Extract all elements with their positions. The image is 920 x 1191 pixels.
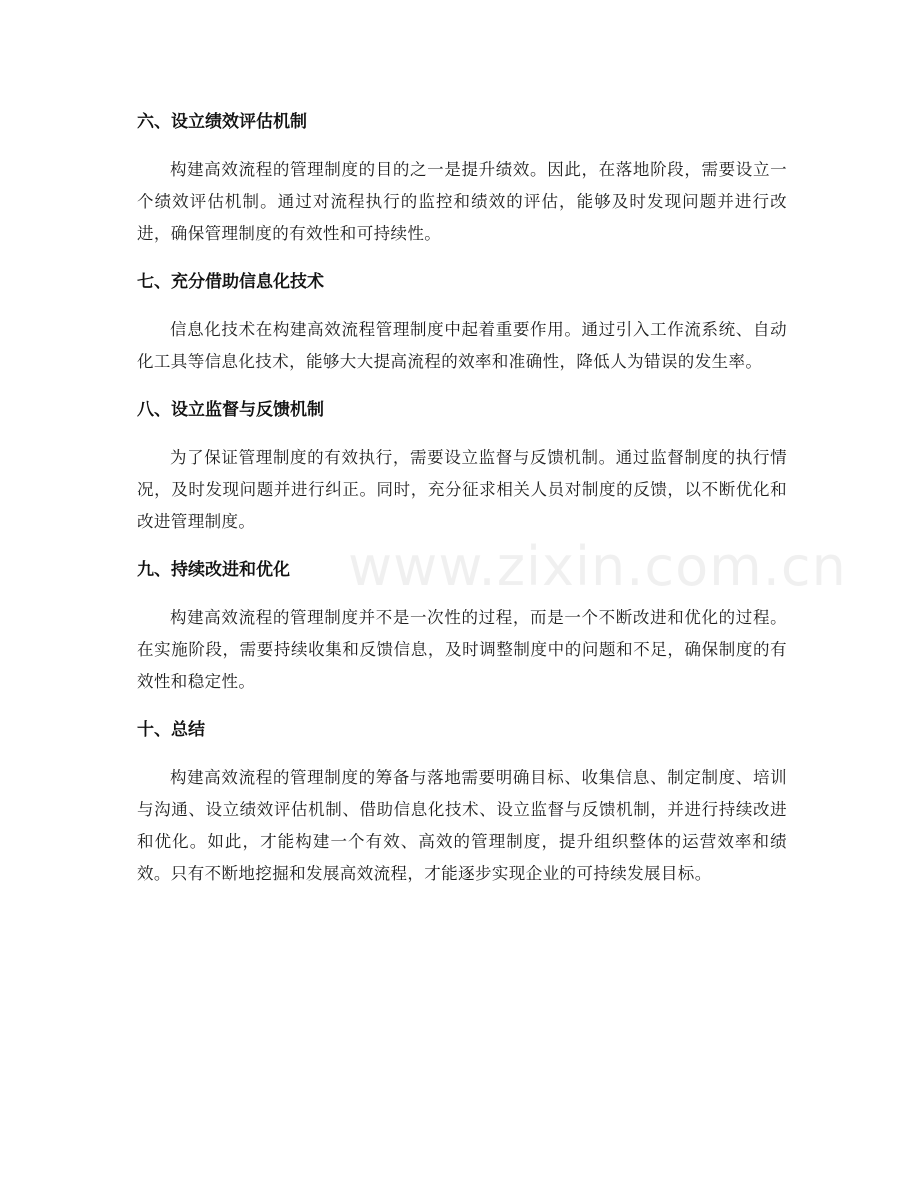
section-9 xyxy=(137,552,787,698)
section-7 xyxy=(137,264,787,378)
section-heading: 六、设立绩效评估机制 xyxy=(137,112,307,132)
section-paragraph: 为了保证管理制度的有效执行，需要设立监督与反馈机制。通过监督制度的执行情况，及时发现问题并进行纠正。同时，充分征求相关人员对制度的反馈，以不断优化和改进管理制度。 xyxy=(137,448,787,531)
section-paragraph: 构建高效流程的管理制度并不是一次性的过程，而是一个不断改进和优化的过程。在实施阶段，需要持续收集和反馈信息，及时调整制度中的问题和不足，确保制度的有效性和稳定性。 xyxy=(137,608,787,691)
section-heading: 八、设立监督与反馈机制 xyxy=(137,400,324,420)
watermark: www.zixin.com.cn xyxy=(348,535,847,598)
section-heading: 十、总结 xyxy=(137,720,205,740)
section-10 xyxy=(137,712,787,890)
section-paragraph: 信息化技术在构建高效流程管理制度中起着重要作用。通过引入工作流系统、自动化工具等信息化技术，能够大大提高流程的效率和准确性，降低人为错误的发生率。 xyxy=(137,320,787,371)
document-body xyxy=(137,104,787,904)
section-8 xyxy=(137,392,787,538)
section-heading: 七、充分借助信息化技术 xyxy=(137,272,324,292)
section-6 xyxy=(137,104,787,250)
section-paragraph: 构建高效流程的管理制度的筹备与落地需要明确目标、收集信息、制定制度、培训与沟通、设立绩效评估机制、借助信息化技术、设立监督与反馈机制，并进行持续改进和优化。如此，才能构建一个有效、高效的管理制度，提升组织整体的运营效率和绩效。只有不断地挖掘和发展高效流程，才能逐步实现企业的可持续发展目标。 xyxy=(137,768,787,883)
section-paragraph: 构建高效流程的管理制度的目的之一是提升绩效。因此，在落地阶段，需要设立一个绩效评估机制。通过对流程执行的监控和绩效的评估，能够及时发现问题并进行改进，确保管理制度的有效性和可持续性。 xyxy=(137,160,787,243)
section-heading: 九、持续改进和优化 xyxy=(137,560,290,580)
